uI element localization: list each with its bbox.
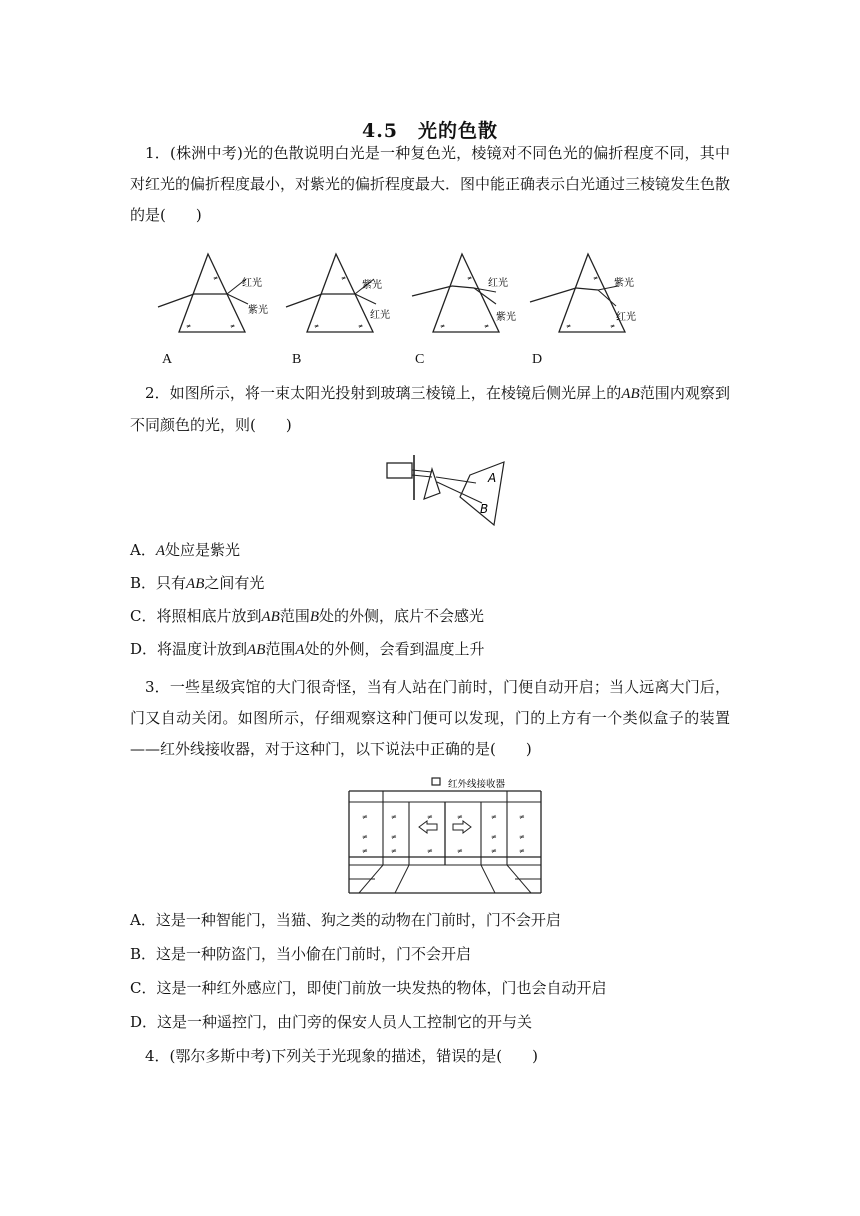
label-a: A — [488, 471, 497, 485]
label-b: B — [480, 502, 489, 516]
ir-receiver-label: 红外线接收器 — [448, 779, 506, 790]
question-2-text: 2．如图所示，将一束太阳光投射到玻璃三棱镜上，在棱镜后侧光屏上的AB范围内观察到不同颜色的光，则( ) — [130, 384, 730, 434]
question-2-option-b: B．只有AB之间有光 — [130, 574, 265, 592]
section-title: 4.5 光的色散 — [361, 120, 499, 142]
svg-text:≠: ≠ — [519, 833, 525, 841]
svg-text:≠: ≠ — [491, 833, 497, 841]
svg-text:≠: ≠ — [391, 833, 397, 841]
svg-text:≠: ≠ — [566, 323, 572, 330]
svg-text:≠: ≠ — [186, 323, 192, 330]
question-3-figure — [345, 775, 545, 895]
fig-c-lower-label: 紫光 — [496, 312, 516, 323]
svg-text:≠: ≠ — [391, 847, 397, 855]
prism-figure-d — [530, 254, 636, 332]
fig-d-lower-label: 红光 — [616, 312, 636, 323]
fig-a-lower-label: 紫光 — [248, 305, 268, 316]
question-4-text: 4．(鄂尔多斯中考)下列关于光现象的描述，错误的是( ) — [145, 1047, 538, 1065]
question-3-option-b: B．这是一种防盗门，当小偷在门前时，门不会开启 — [130, 945, 472, 963]
fig-b-lower-label: 红光 — [370, 310, 390, 321]
svg-text:≠: ≠ — [314, 323, 320, 330]
svg-text:≠: ≠ — [491, 813, 497, 821]
svg-text:≠: ≠ — [362, 813, 368, 821]
fig-d-upper-label: 紫光 — [614, 278, 634, 289]
prism-figure-a — [158, 254, 268, 332]
prism-figure-c — [412, 254, 516, 332]
svg-text:≠: ≠ — [519, 847, 525, 855]
question-2-figure — [380, 455, 510, 540]
option-c-label: C — [415, 352, 425, 367]
fig-b-upper-label: 紫光 — [362, 280, 382, 291]
svg-text:≠: ≠ — [440, 323, 446, 330]
svg-text:≠: ≠ — [457, 847, 463, 855]
svg-text:≠: ≠ — [491, 847, 497, 855]
svg-text:≠: ≠ — [427, 813, 433, 821]
svg-text:≠: ≠ — [610, 323, 616, 330]
svg-text:≠: ≠ — [391, 813, 397, 821]
svg-text:≠: ≠ — [519, 813, 525, 821]
question-1-figure — [150, 250, 650, 340]
question-2-option-c: C．将照相底片放到AB范围B处的外侧，底片不会感光 — [130, 607, 485, 625]
svg-text:≠: ≠ — [230, 323, 236, 330]
question-2-option-d: D．将温度计放到AB范围A处的外侧，会看到温度上升 — [130, 640, 485, 658]
fig-c-upper-label: 红光 — [488, 278, 508, 289]
svg-text:≠: ≠ — [213, 275, 219, 282]
option-d-label: D — [532, 352, 543, 367]
prism-figure-b — [286, 254, 390, 332]
question-3-text: 3．一些星级宾馆的大门很奇怪，当有人站在门前时，门便自动开启；当人远离大门后，门又自动关闭。如图所示，仔细观察这种门便可以发现，门的上方有一个类似盒子的装置——红外线接收器，对于这种门，以下说法中正确的是( ) — [130, 678, 730, 758]
svg-text:≠: ≠ — [362, 833, 368, 841]
option-a-label: A — [162, 352, 173, 367]
svg-text:≠: ≠ — [457, 813, 463, 821]
question-1-text: 1．(株洲中考)光的色散说明白光是一种复色光，棱镜对不同色光的偏折程度不同，其中对红光的偏折程度最小，对紫光的偏折程度最大．图中能正确表示白光通过三棱镜发生色散的是( ) — [130, 144, 731, 224]
question-3-option-c: C．这是一种红外感应门，即使门前放一块发热的物体，门也会自动开启 — [130, 979, 607, 997]
svg-text:≠: ≠ — [358, 323, 364, 330]
svg-text:≠: ≠ — [467, 275, 473, 282]
question-3-option-a: A．这是一种智能门，当猫、狗之类的动物在门前时，门不会开启 — [130, 911, 561, 929]
svg-text:≠: ≠ — [427, 847, 433, 855]
question-2-option-a: A．A处应是紫光 — [130, 541, 241, 559]
fig-a-upper-label: 红光 — [242, 278, 262, 289]
svg-text:≠: ≠ — [484, 323, 490, 330]
question-3-option-d: D．这是一种遥控门，由门旁的保安人员人工控制它的开与关 — [130, 1013, 533, 1031]
svg-text:≠: ≠ — [341, 275, 347, 282]
svg-text:≠: ≠ — [593, 275, 599, 282]
svg-text:≠: ≠ — [362, 847, 368, 855]
option-b-label: B — [292, 352, 302, 367]
